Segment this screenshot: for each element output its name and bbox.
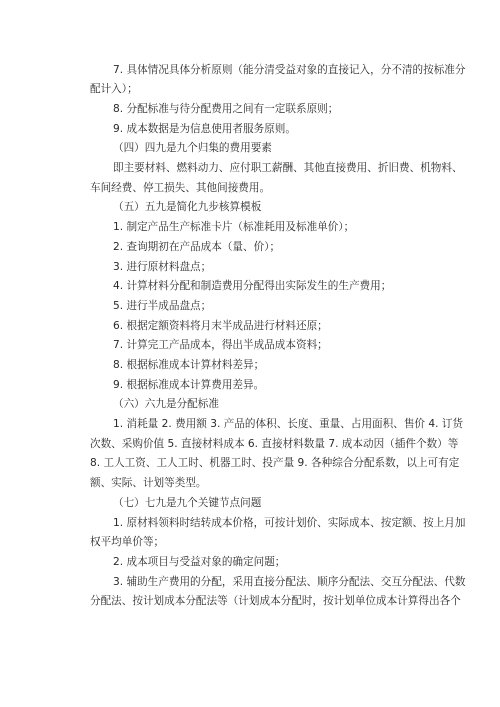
text-line: 7. 具体情况具体分析原则（能分清受益对象的直接记入，分不清的按标准分 [113, 64, 466, 76]
text-line: 配计入）； [90, 83, 138, 95]
text-line: 分配法、按计划成本分配法等（计划成本分配时，按计划单位成本计算得出各个 [90, 595, 461, 607]
text-line: 次数、采购价值 5. 直接材料成本 6. 直接材料数量 7. 成本动因（插件个数）等 [90, 438, 459, 450]
list-item: 4. 计算材料分配和制造费用分配得出实际发生的生产费用； [113, 280, 392, 292]
section-heading: （六）六九是分配标准 [113, 398, 219, 410]
list-item: 8. 根据标准成本计算材料差异； [113, 359, 265, 371]
list-item: 6. 根据定额资料将月末半成品进行材料还原； [113, 320, 328, 332]
list-item: 3. 辅助生产费用的分配，采用直接分配法、顺序分配法、交互分配法、代数 [113, 576, 466, 588]
text-line: 车间经费、停工损失、其他间接费用。 [90, 182, 271, 194]
text-line: 1. 消耗量 2. 费用额 3. 产品的体积、长度、重量、占用面积、售价 4. 订货 [113, 418, 464, 430]
list-item: 1. 制定产品生产标准卡片（标准耗用及标准单价）； [113, 221, 355, 233]
text-line: 即主要材料、燃料动力、应付职工薪酬、其他直接费用、折旧费、机物料、 [113, 162, 463, 174]
list-item: 2. 查询期初在产品成本（量、价）； [113, 241, 281, 253]
section-heading: （五）五九是简化九步核算模板 [113, 201, 262, 213]
text-line: 8. 工人工资、工人工时、机器工时、投产量 9. 各种综合分配系数，以上可有定 [90, 457, 460, 469]
list-item: 9. 根据标准成本计算费用差异。 [113, 379, 265, 391]
text-line: 9. 成本数据是为信息使用者服务原则。 [113, 123, 296, 135]
text-line: 8. 分配标准与待分配费用之间有一定联系原则； [113, 103, 339, 115]
section-heading: （七）七九是九个关键节点问题 [113, 497, 262, 509]
list-item: 3. 进行原材料盘点； [113, 261, 212, 273]
list-item: 7. 计算完工产品成本，得出半成品成本资料； [113, 339, 328, 351]
list-item: 5. 进行半成品盘点； [113, 300, 212, 312]
text-line: 额、实际、计划等类型。 [90, 477, 207, 489]
list-item: 2. 成本项目与受益对象的确定问题； [113, 556, 286, 568]
section-heading: （四）四九是九个归集的费用要素 [113, 142, 272, 154]
list-item: 1. 原材料领料时结转成本价格，可按计划价、实际成本、按定额、按上月加 [113, 517, 466, 529]
text-line: 权平均单价等； [90, 536, 165, 548]
